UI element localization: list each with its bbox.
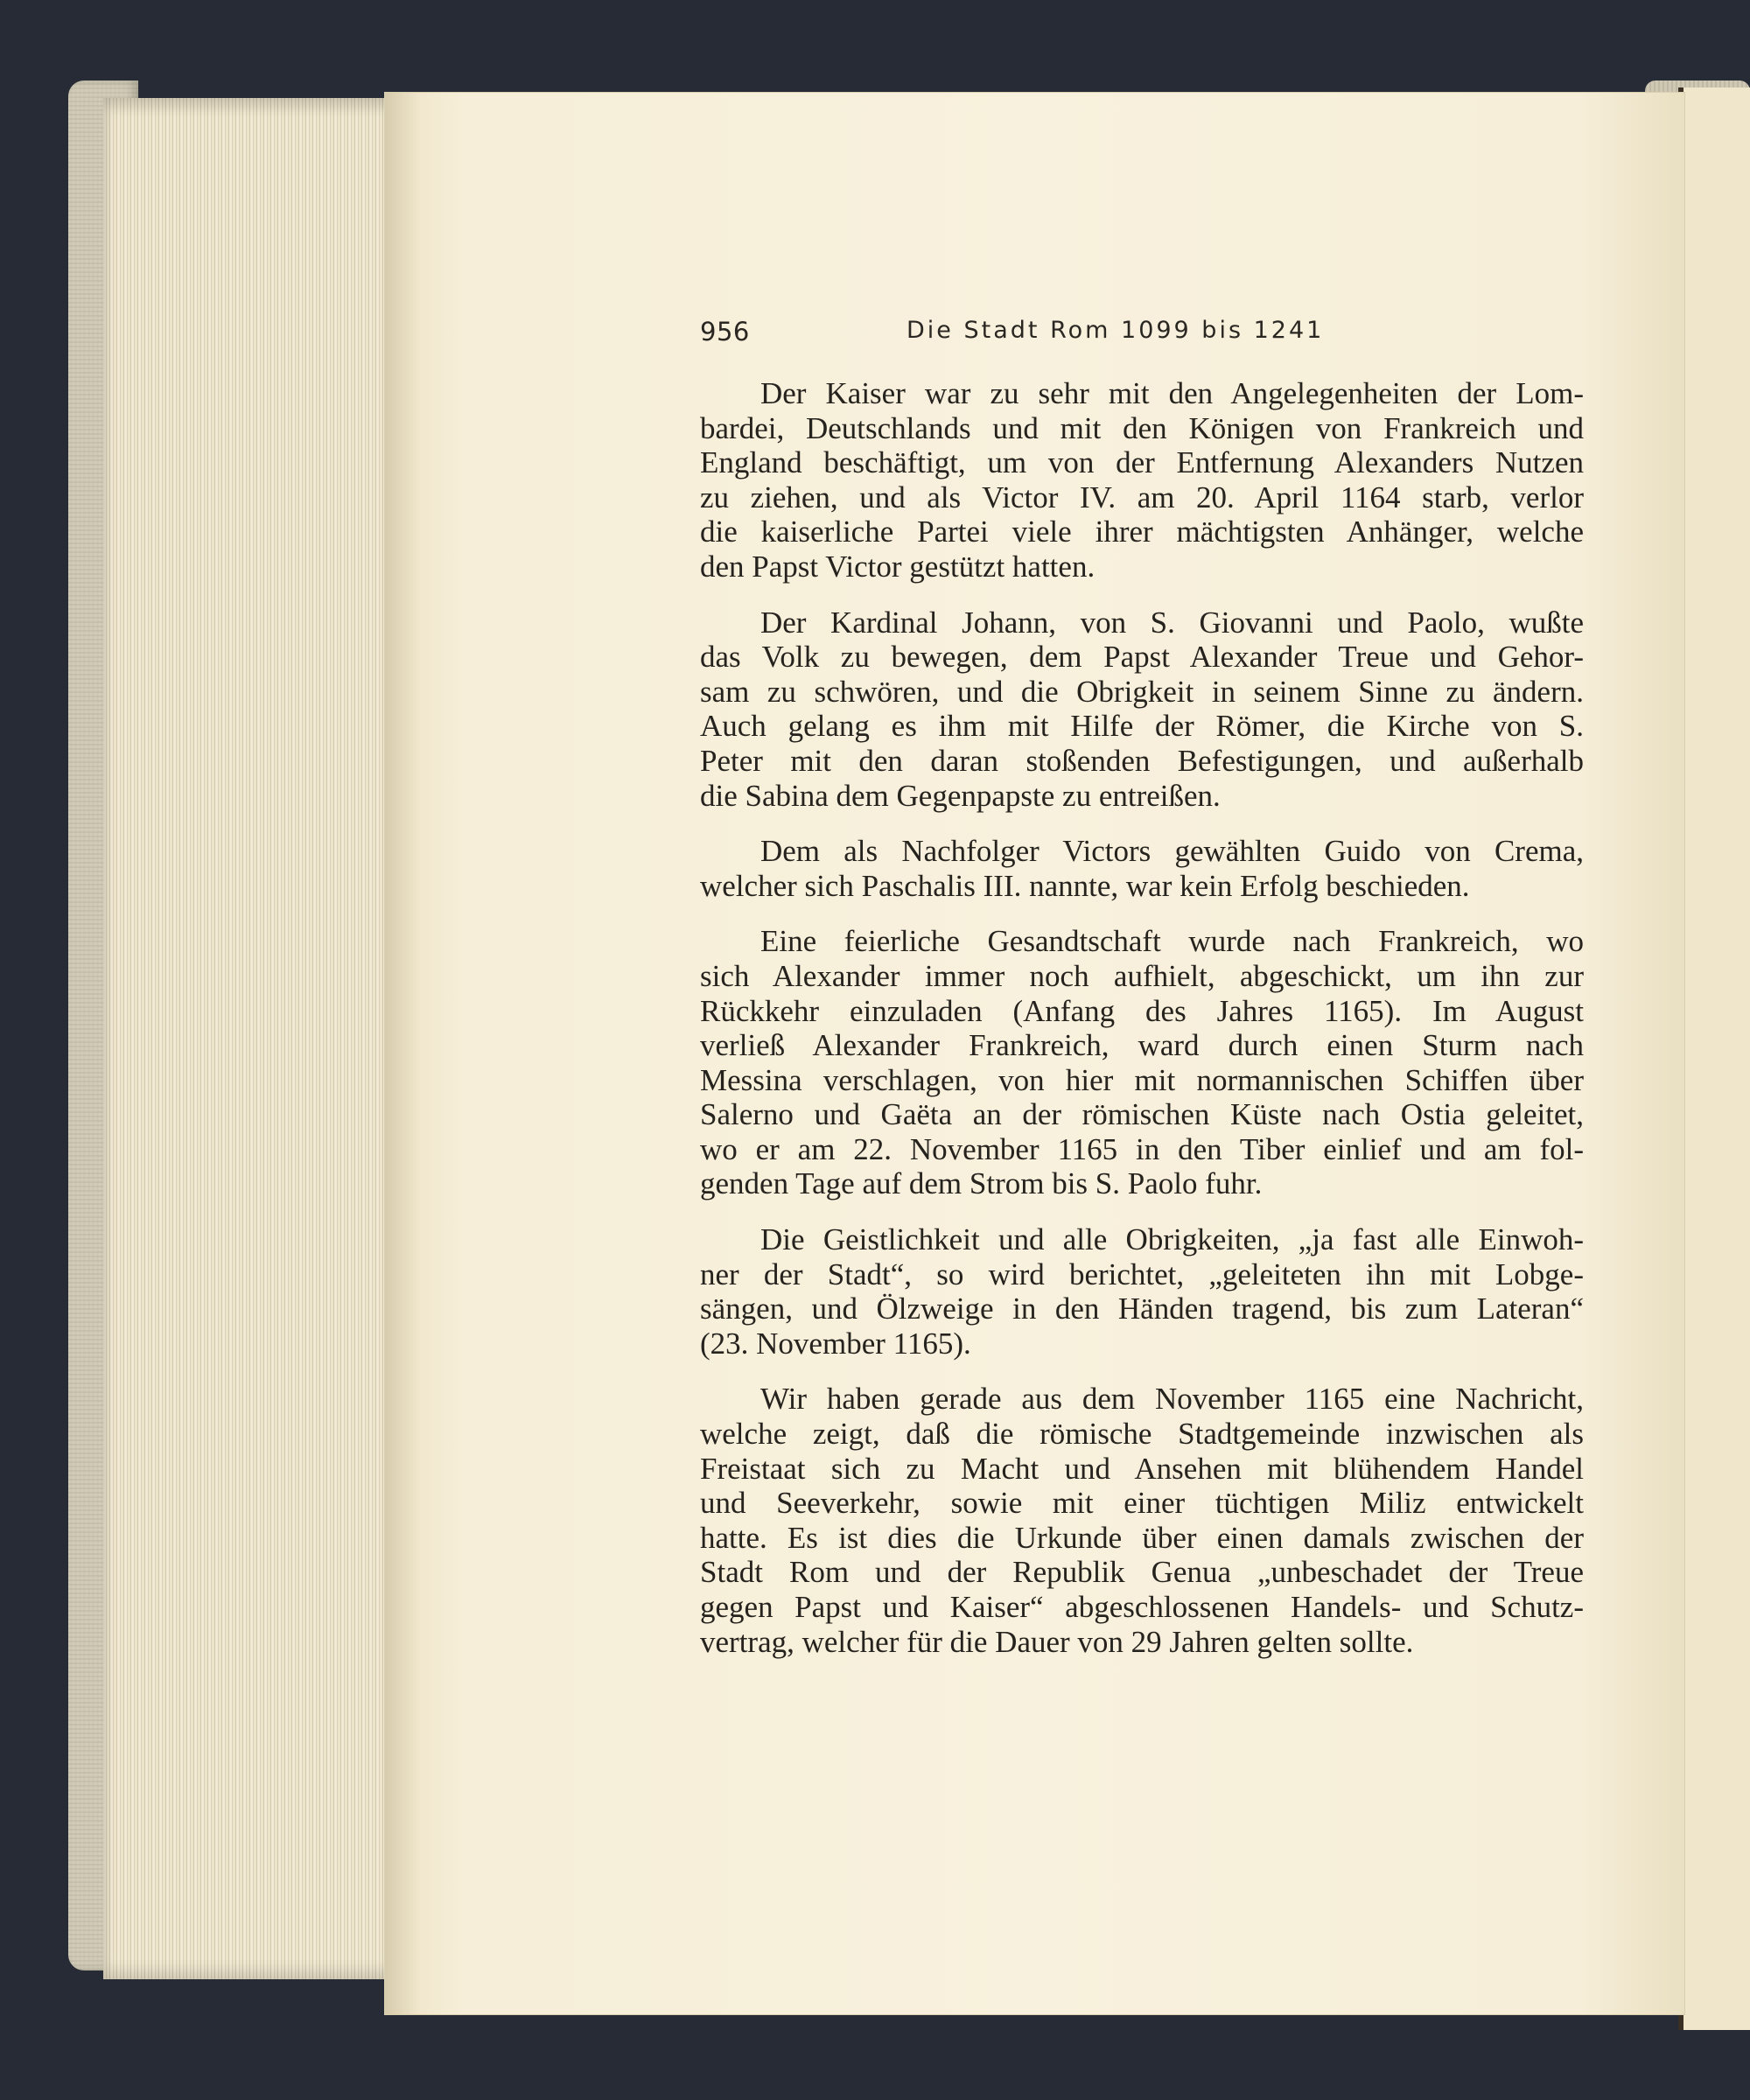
text-line: Wir haben gerade aus dem November 1165 eine Nachricht, — [760, 1382, 1584, 1417]
text-line: ner der Stadt“, so wird berichtet, „geleiteten ihn mit Lobge- — [700, 1256, 1584, 1292]
running-title: Die Stadt Rom 1099 bis 1241 — [906, 317, 1325, 344]
paragraph — [700, 1222, 1584, 1361]
text-line: Salerno und Gaëta an der römischen Küste nach Ostia geleitet, — [700, 1097, 1584, 1132]
text-line: welche zeigt, daß die römische Stadtgemeinde inzwischen als — [700, 1417, 1584, 1452]
text-line: Messina verschlagen, von hier mit normannischen Schiffen über — [700, 1062, 1584, 1097]
text-line: bardei, Deutschlands und mit den Königen von Frankreich und — [700, 410, 1584, 445]
text-line: welcher sich Paschalis III. nannte, war kein Erfolg beschieden. — [700, 868, 1470, 903]
paragraph — [700, 834, 1584, 903]
text-line: sam zu schwören, und die Obrigkeit in seinem Sinne zu ändern. — [700, 674, 1584, 709]
text-line: genden Tage auf dem Strom bis S. Paolo fuhr. — [700, 1166, 1263, 1201]
body-text — [700, 376, 1584, 1680]
text-line: England beschäftigt, um von der Entfernung Alexanders Nutzen — [700, 445, 1584, 480]
page-number: 956 — [700, 317, 750, 346]
text-line: die kaiserliche Partei viele ihrer mächtigsten Anhänger, welche — [700, 514, 1584, 550]
text-line: Die Geistlichkeit und alle Obrigkeiten, „ja fast alle Einwoh- — [760, 1222, 1584, 1257]
paragraph — [700, 606, 1584, 814]
text-line: sich Alexander immer noch aufhielt, abgeschickt, um ihn zur — [700, 958, 1584, 993]
next-page-edge — [1678, 88, 1750, 2030]
gutter-shadow — [385, 93, 420, 2014]
paragraph — [700, 376, 1584, 584]
text-line: Dem als Nachfolger Victors gewählten Guido von Crema, — [760, 834, 1584, 869]
text-line: vertrag, welcher für die Dauer von 29 Jahren gelten sollte. — [700, 1624, 1414, 1659]
text-line: Der Kardinal Johann, von S. Giovanni und Paolo, wußte — [760, 605, 1584, 640]
running-head — [700, 317, 1584, 360]
paragraph — [700, 1382, 1584, 1659]
paragraph — [700, 924, 1584, 1201]
text-line: das Volk zu bewegen, dem Papst Alexander Treue und Gehor- — [700, 640, 1584, 675]
text-line: Peter mit den daran stoßenden Befestigungen, und außerhalb — [700, 743, 1584, 778]
text-line: und Seeverkehr, sowie mit einer tüchtigen Miliz entwickelt — [700, 1486, 1584, 1521]
text-line: zu ziehen, und als Victor IV. am 20. April 1164 starb, verlor — [700, 480, 1584, 514]
text-line: (23. November 1165). — [700, 1326, 971, 1361]
text-line: Auch gelang es ihm mit Hilfe der Römer, die Kirche von S. — [700, 709, 1584, 744]
text-line: den Papst Victor gestützt hatten. — [700, 549, 1096, 584]
text-line: Rückkehr einzuladen (Anfang des Jahres 1165). Im August — [700, 993, 1584, 1028]
text-line: die Sabina dem Gegenpapste zu entreißen. — [700, 778, 1221, 813]
text-line: verließ Alexander Frankreich, ward durch einen Sturm nach — [700, 1028, 1584, 1063]
text-line: gegen Papst und Kaiser“ abgeschlossenen Handels- und Schutz- — [700, 1590, 1584, 1624]
text-line: Eine feierliche Gesandtschaft wurde nach Frankreich, wo — [760, 924, 1584, 959]
text-line: Der Kaiser war zu sehr mit den Angelegenheiten der Lom- — [760, 376, 1584, 410]
page-edges — [103, 98, 401, 1979]
text-line: wo er am 22. November 1165 in den Tiber einlief und am fol- — [700, 1131, 1584, 1166]
text-line: Freistaat sich zu Macht und Ansehen mit blühendem Handel — [700, 1451, 1584, 1486]
text-line: hatte. Es ist dies die Urkunde über einen damals zwischen der — [700, 1520, 1584, 1555]
text-line: sängen, und Ölzweige in den Händen tragend, bis zum Lateran“ — [700, 1292, 1584, 1326]
text-line: Stadt Rom und der Republik Genua „unbeschadet der Treue — [700, 1555, 1584, 1590]
